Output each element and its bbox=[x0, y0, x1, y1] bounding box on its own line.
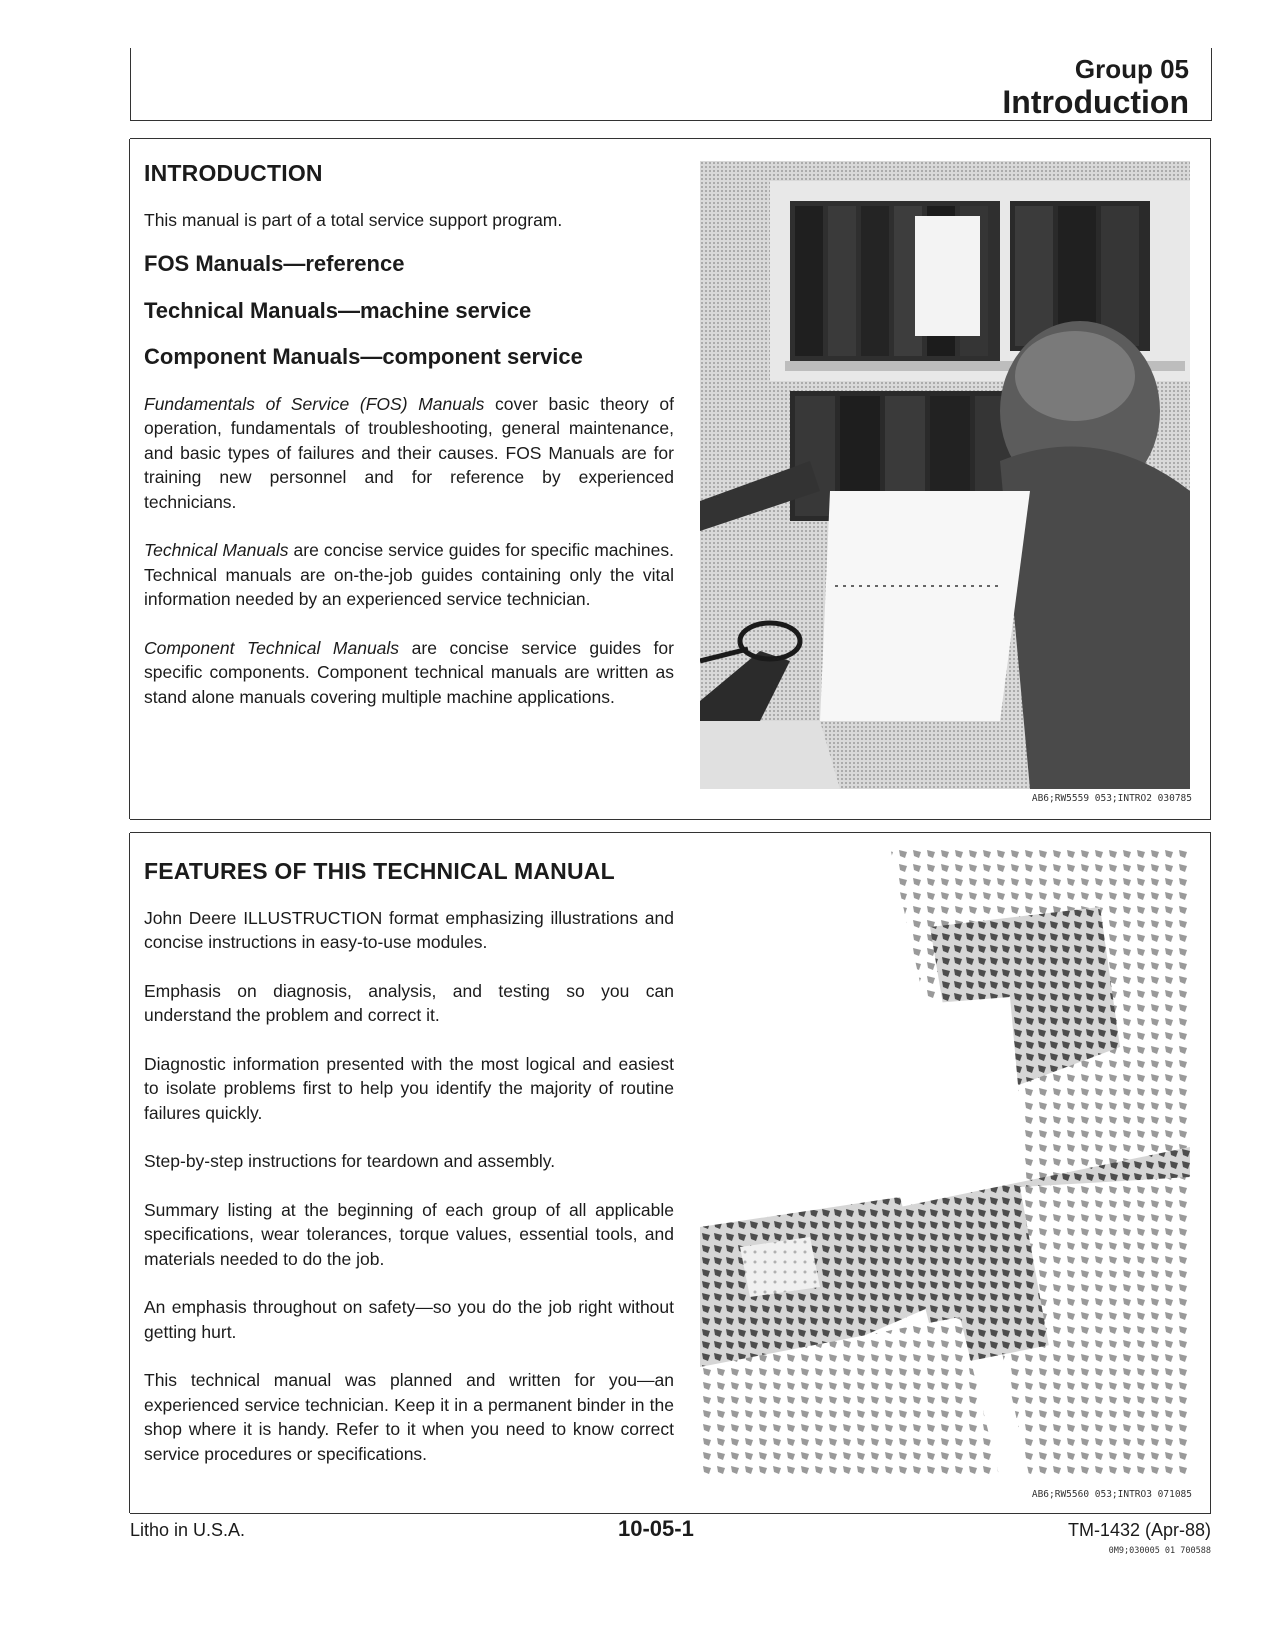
introduction-panel bbox=[130, 138, 1211, 820]
technician-photo-illustration bbox=[700, 161, 1190, 789]
paragraph-fos-title: Fundamentals of Service (FOS) Manuals bbox=[144, 393, 485, 414]
paragraph-component bbox=[144, 636, 674, 710]
manual-id: TM-1432 (Apr-88) bbox=[1067, 1520, 1211, 1540]
page-number: 10-05-1 bbox=[618, 1516, 694, 1541]
feature-paragraph: John Deere ILLUSTRUCTION format emphasizing illustrations and concise instructions in easy-to-use modules. bbox=[144, 907, 674, 952]
subhead-technical: Technical Manuals—machine service bbox=[144, 297, 532, 323]
feature-paragraph: This technical manual was planned and written for you—an experienced service technician. Keep it in a permanent binder in the shop where it is handy. Refer to it when you need to know correct service procedures or specifications. bbox=[144, 1370, 674, 1464]
paragraph-fos bbox=[144, 392, 674, 515]
group-label: Group 05 bbox=[1074, 54, 1189, 84]
features-text-column bbox=[144, 859, 674, 1490]
feature-paragraph: Step-by-step instructions for teardown and assembly. bbox=[144, 1151, 556, 1171]
section-title: Introduction bbox=[1002, 84, 1189, 120]
introduction-lead: This manual is part of a total service support program. bbox=[144, 209, 563, 230]
footer-code: 0M9;030005 01 700588 bbox=[1108, 1546, 1211, 1556]
subhead-component: Component Manuals—component service bbox=[144, 344, 583, 369]
photo-caption-1: AB6;RW5559 053;INTRO2 030785 bbox=[1031, 793, 1192, 804]
introduction-heading: INTRODUCTION bbox=[144, 160, 323, 186]
feature-paragraph: Diagnostic information presented with the most logical and easiest to isolate problems first to help you identify the majority of routine failures quickly. bbox=[144, 1053, 674, 1123]
features-panel bbox=[130, 832, 1211, 1514]
technician-photo bbox=[700, 161, 1190, 789]
feature-paragraph: Emphasis on diagnosis, analysis, and testing so you can understand the problem and correct it. bbox=[144, 980, 674, 1025]
paragraph-technical bbox=[144, 538, 674, 612]
paragraph-fos-text: cover basic theory of operation, fundamentals of troubleshooting, general maintenance, and basic types of failures and their causes. FOS Manuals are for training new personnel and for reference by experienced technicians. bbox=[144, 393, 674, 512]
paragraph-technical-text: are concise service guides for specific machines. Technical manuals are on-the-job guides containing only the vital information needed by an experienced service technician. bbox=[144, 540, 674, 609]
paragraph-component-text: are concise service guides for specific components. Component technical manuals are written as stand alone manuals covering multiple machine applications. bbox=[144, 637, 674, 707]
manual-photo-illustration bbox=[700, 847, 1190, 1479]
feature-paragraph: An emphasis throughout on safety—so you do the job right without getting hurt. bbox=[144, 1297, 674, 1342]
feature-paragraph: Summary listing at the beginning of each group of all applicable specifications, wear tolerances, torque values, essential tools, and materials needed to do the job. bbox=[144, 1199, 674, 1269]
features-heading: FEATURES OF THIS TECHNICAL MANUAL bbox=[144, 858, 615, 884]
paragraph-component-title: Component Technical Manuals bbox=[144, 637, 400, 658]
footer-print-note: Litho in U.S.A. bbox=[130, 1520, 246, 1540]
photo-caption-2: AB6;RW5560 053;INTRO3 071085 bbox=[1031, 1489, 1192, 1500]
paragraph-technical-title: Technical Manuals bbox=[144, 540, 289, 560]
subhead-fos: FOS Manuals—reference bbox=[144, 251, 405, 276]
page-header bbox=[130, 48, 1212, 121]
manual-photo bbox=[700, 847, 1190, 1479]
introduction-text-column bbox=[144, 161, 674, 733]
